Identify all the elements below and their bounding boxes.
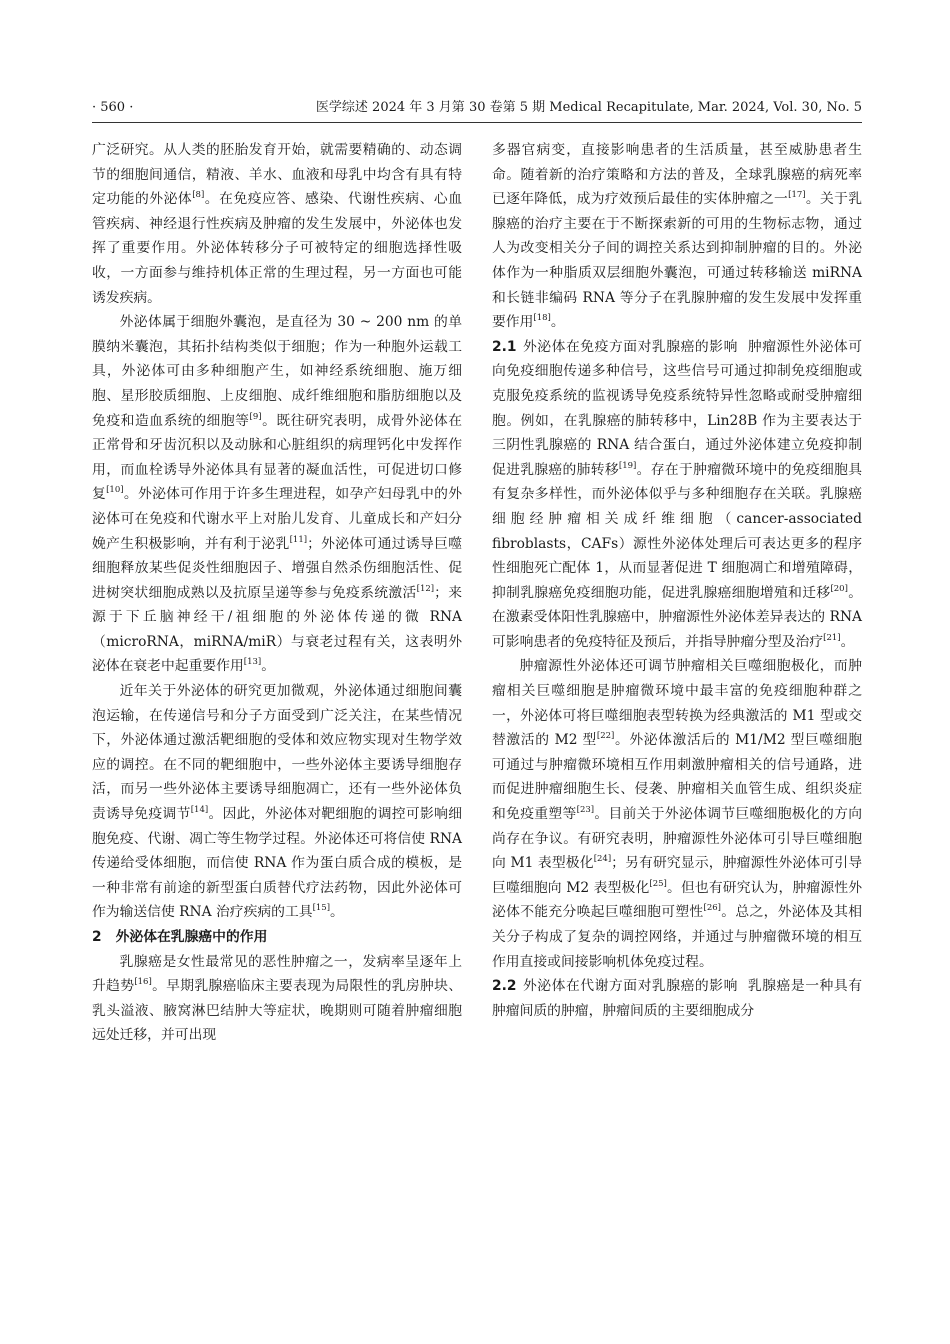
citation: [19] xyxy=(618,460,637,471)
section-heading: 2 外泌体在乳腺癌中的作用 xyxy=(92,929,268,945)
subsection-number: 2.2 xyxy=(492,978,517,995)
citation: [18] xyxy=(533,313,551,324)
citation: [24] xyxy=(593,854,612,865)
citation: [11] xyxy=(289,534,308,545)
citation: [21] xyxy=(823,632,841,643)
subsection-title: 外泌体在代谢方面对乳腺癌的影响 xyxy=(522,978,738,995)
paragraph: 乳腺癌是女性最常见的恶性肿瘤之一，发病率呈逐年上升趋势[16]。早期乳腺癌临床主要表现为局限性的乳房肿块、乳头溢液、腋窝淋巴结肿大等症状，晚期则可随着肿瘤细胞远处迁移，并可出现 xyxy=(92,953,463,1044)
page-number: · 560 · xyxy=(92,100,134,115)
citation: [9] xyxy=(249,411,262,422)
paragraph: 肿瘤源性外泌体还可调节肿瘤相关巨噬细胞极化，而肿瘤相关巨噬细胞是肿瘤微环境中最丰富的免疫细胞种群之一，外泌体可将巨噬细胞表型转换为经典激活的 M1 型或交替激活的 M2 型[22]。外泌体激活后的 M1/M2 型巨噬细胞可通过与肿瘤微环境相互作用刺激肿瘤相关的信号通路，进而促进肿瘤细胞生长、侵袭、肿瘤相关血管生成、组织炎症和免疫重塑等[23]。目前关于外泌体调节巨噬细胞极化的方向尚存在争议。有研究表明，肿瘤源性外泌体可引导巨噬细胞向 M1 表型极化[24]；另有研究显示，肿瘤源性外泌体可引导巨噬细胞向 M2 表型极化[25]。但也有研究认为，肿瘤源性外泌体不能充分唤起巨噬细胞可塑性[26]。总之，外泌体及其相关分子构成了复杂的调控网络，并通过与肿瘤微环境的相互作用直接或间接影响机体免疫过程。 xyxy=(492,658,863,970)
subsection-paragraph: 2.2 外泌体在代谢方面对乳腺癌的影响 乳腺癌是一种具有肿瘤间质的肿瘤，肿瘤间质的主要细胞成分 xyxy=(492,978,862,1019)
header-rule xyxy=(92,122,862,123)
citation: [23] xyxy=(576,805,595,816)
paragraph: 外泌体属于细胞外囊泡，是直径为 30 ~ 200 nm 的单膜纳米囊泡，其拓扑结构类似于细胞；作为一种胞外运载工具，外泌体可由多种细胞产生，如神经系统细胞、施万细胞、星形胶质细胞、上皮细胞、成纤维细胞和脂肪细胞以及免疫和造血系统的细胞等[9]。既往研究表明，成骨外泌体在正常骨和牙齿沉积以及动脉和心脏组织的病理钙化中发挥作用，而血栓诱导外泌体具有显著的凝血活性，可促进切口修复[10]。外泌体可作用于许多生理进程，如孕产妇母乳中的外泌体可在免疫和代谢水平上对胎儿发育、儿童成长和产妇分娩产生积极影响，并有利于泌乳[11]；外泌体可通过诱导巨噬细胞释放某些促炎性细胞因子、增强自然杀伤细胞活性、促进树突状细胞成熟以及抗原呈递等参与免疫系统激活[12]；来源于下丘脑神经干/祖细胞的外泌体传递的微 RNA（microRNA，miRNA/miR）与衰老过程有关，这表明外泌体在衰老中起重要作用[13]。 xyxy=(92,314,463,675)
citation: [22] xyxy=(596,731,615,742)
citation: [15] xyxy=(312,903,331,914)
citation: [8] xyxy=(192,190,205,201)
subsection-title: 外泌体在免疫方面对乳腺癌的影响 xyxy=(522,338,738,355)
citation: [17] xyxy=(788,190,806,201)
left-column xyxy=(92,138,462,1048)
citation: [25] xyxy=(649,878,667,889)
citation: [12] xyxy=(416,583,435,594)
citation: [13] xyxy=(243,657,262,668)
citation: [20] xyxy=(830,583,848,594)
citation: [10] xyxy=(106,485,124,496)
right-column xyxy=(492,138,862,1023)
journal-citation: 医学综述 2024 年 3 月第 30 卷第 5 期 Medical Recapitulate, Mar. 2024, Vol. 30, No. 5 xyxy=(315,100,862,115)
citation: [14] xyxy=(190,805,209,816)
subsection-number: 2.1 xyxy=(492,338,517,355)
citation: [26] xyxy=(703,903,721,914)
paragraph: 多器官病变，直接影响患者的生活质量，甚至威胁患者生命。随着新的治疗策略和方法的普及，全球乳腺癌的病死率已逐年降低，成为疗效预后最佳的实体肿瘤之一[17]。关于乳腺癌的治疗主要在于不断探索新的可用的生物标志物，通过人为改变相关分子间的调控关系达到抑制肿瘤的目的。外泌体作为一种脂质双层细胞外囊泡，可通过转移输送 miRNA 和长链非编码 RNA 等分子在乳腺肿瘤的发生发展中发挥重要作用[18]。 xyxy=(492,142,863,331)
citation: [16] xyxy=(134,977,152,988)
paragraph: 广泛研究。从人类的胚胎发育开始，就需要精确的、动态调节的细胞间通信，精液、羊水、血液和母乳中均含有具有特定功能的外泌体[8]。在免疫应答、感染、代谢性疾病、心血管疾病、神经退行性疾病及肿瘤的发生发展中，外泌体也发挥了重要作用。外泌体转移分子可被特定的细胞选择性吸收，一方面参与维持机体正常的生理过程，另一方面也可能诱发疾病。 xyxy=(92,142,463,306)
paragraph: 近年关于外泌体的研究更加微观，外泌体通过细胞间囊泡运输，在传递信号和分子方面受到广泛关注，在某些情况下，外泌体通过激活靶细胞的受体和效应物实现对生物学效应的调控。在不同的靶细胞中，一些外泌体主要诱导细胞存活，而另一些外泌体主要诱导细胞凋亡，还有一些外泌体负责诱导免疫调节[14]。因此，外泌体对靶细胞的调控可影响细胞免疫、代谢、凋亡等生物学过程。外泌体还可将信使 RNA 传递给受体细胞，而信使 RNA 作为蛋白质合成的模板，是一种非常有前途的新型蛋白质替代疗法药物，因此外泌体可作为输送信使 RNA 治疗疾病的工具[15]。 xyxy=(92,683,463,921)
subsection-paragraph: 2.1 外泌体在免疫方面对乳腺癌的影响 肿瘤源性外泌体可向免疫细胞传递多种信号，这些信号可通过抑制免疫细胞或克服免疫系统的监视诱导免疫系统特异性忽略或耐受肿瘤细胞。例如，在乳腺癌的肺转移中，Lin28B 作为主要表达于三阴性乳腺癌的 RNA 结合蛋白，通过外泌体建立免疫抑制促进乳腺癌的肺转移[19]。存在于肿瘤微环境中的免疫细胞具有复杂多样性，而外泌体似乎与多种细胞存在关联。乳腺癌细胞经肿瘤相关成纤维细胞（cancer-associated fibroblasts，CAFs）源性外泌体处理后可表达更多的程序性细胞死亡配体 1，从而显著促进 T 细胞凋亡和增殖障碍，抑制乳腺癌免疫细胞功能，促进乳腺癌细胞增殖和迁移[20]。在激素受体阳性乳腺癌中，肿瘤源性外泌体差异表达的 RNA 可影响患者的免疫特征及预后，并指导肿瘤分型及治疗[21]。 xyxy=(492,338,863,650)
page-header xyxy=(92,96,862,120)
